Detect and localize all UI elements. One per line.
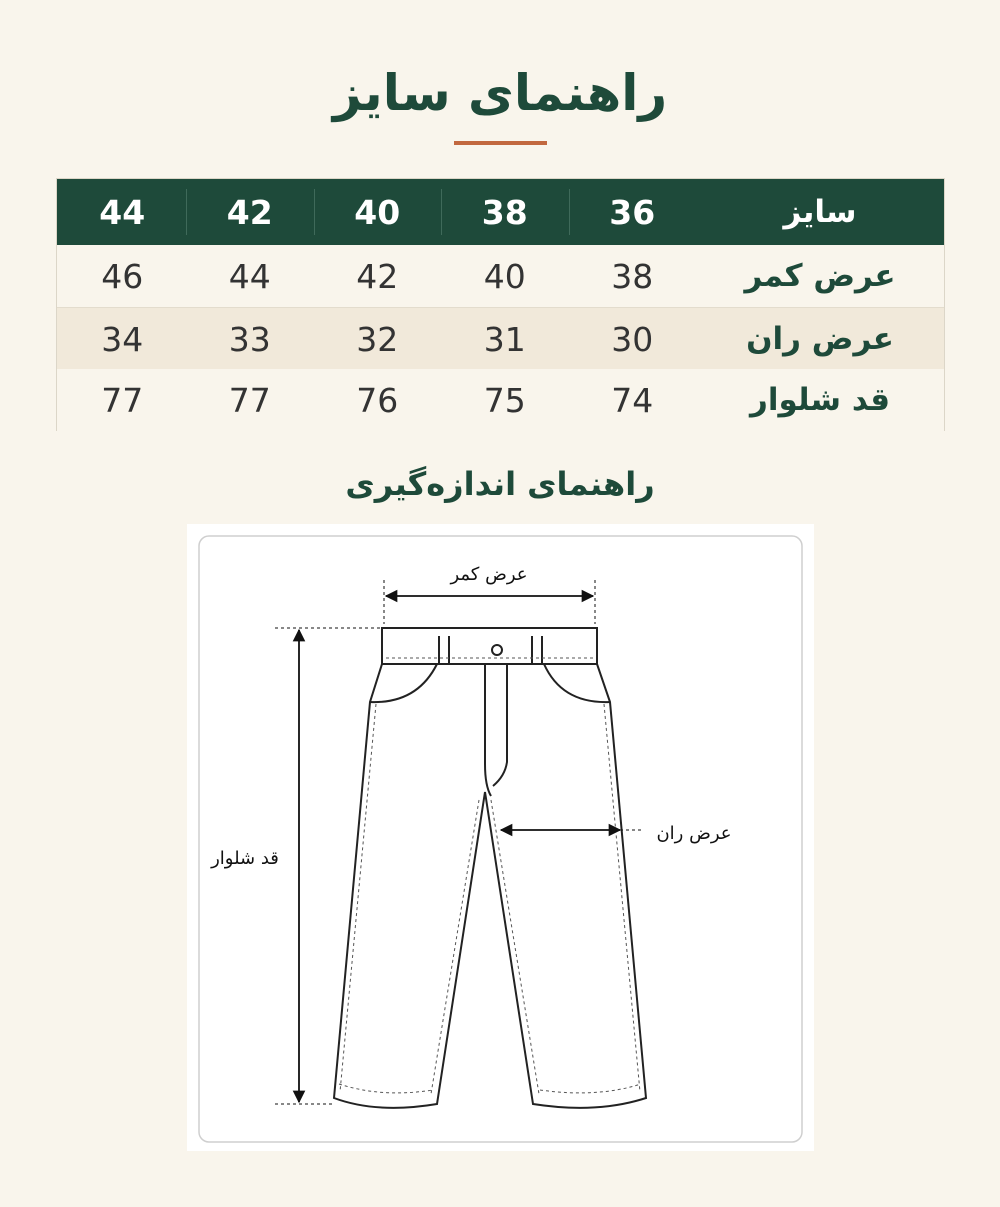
table-cell: 75 [483, 380, 526, 420]
measurement-guide-title: راهنمای اندازه‌گیری [345, 465, 655, 503]
table-row [57, 245, 944, 307]
table-cell: 44 [228, 256, 271, 296]
header-label: سایز [783, 194, 857, 230]
size-header: 38 [441, 179, 569, 245]
table-cell: 76 [356, 380, 399, 420]
size-header: 42 [186, 179, 314, 245]
size-header: 44 [99, 192, 146, 232]
length-label: قد شلوار [211, 848, 279, 869]
table-cell: 31 [483, 319, 526, 359]
table-cell: 42 [356, 256, 399, 296]
table-cell: 74 [611, 380, 654, 420]
row-label: قد شلوار [749, 382, 891, 418]
table-cell: 77 [228, 380, 271, 420]
table-row [57, 369, 944, 431]
table-cell: 77 [101, 380, 144, 420]
size-table [56, 178, 945, 431]
pants-illustration [187, 524, 814, 1151]
table-cell: 38 [611, 256, 654, 296]
table-cell: 46 [101, 256, 144, 296]
thigh-label: عرض ران [656, 823, 732, 844]
page-title: راهنمای سایز [332, 64, 668, 122]
row-label: عرض ران [746, 321, 894, 357]
title-underline [454, 141, 547, 145]
pants-measurement-diagram [187, 524, 814, 1151]
size-header: 40 [314, 179, 442, 245]
waist-label: عرض کمر [450, 564, 528, 585]
table-row [57, 307, 944, 371]
table-cell: 40 [483, 256, 526, 296]
size-header: 36 [569, 179, 697, 245]
table-header-row [57, 179, 944, 245]
table-cell: 33 [228, 319, 271, 359]
row-label: عرض کمر [744, 258, 896, 294]
table-cell: 32 [356, 319, 399, 359]
table-cell: 30 [611, 319, 654, 359]
table-cell: 34 [101, 319, 144, 359]
